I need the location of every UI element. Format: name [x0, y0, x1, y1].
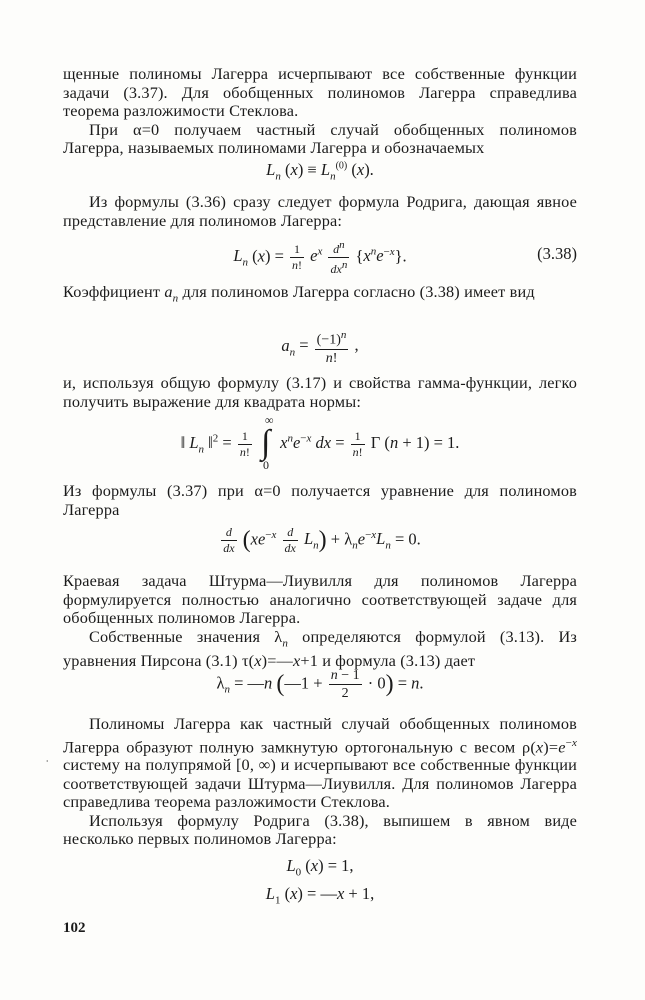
paragraph-9: Полиномы Лагерра как частный случай обобщенных полиномов Лагерра образуют полную замкнутую ортогональную с весом $\rho(x)=e^{-x}$ систему на полупрямой [0, ∞) и исчерпывают все собственные функции соответствующей задачи Штурма—Лиувилля. Для полиномов Лагерра справедлива теорема разложимости Стеклова. — [63, 714, 577, 812]
paragraph-3: Из формулы (3.36) сразу следует формула Родрига, дающая явное представление для полиномов Лагерра: — [63, 192, 577, 230]
paragraph-5: и, используя общую формулу (3.17) и свойства гамма-функции, легко получить выражение для квадрата нормы: — [63, 373, 577, 411]
paragraph-1: щенные полиномы Лагерра исчерпывают все собственные функции задачи (3.37). Для обобщенных полиномов Лагерра справедлива теорема разложимости Стеклова. — [63, 64, 577, 120]
equation-rodrigues: $L_n$ (x) = $\frac{1}{n!}$ $e^x$ $\frac{d^n}{dx^n}$ $\{x^ne^{-x}\}$. (3.38) — [233, 239, 577, 276]
text-block-rodrigues — [63, 193, 577, 230]
text-block-completeness — [63, 715, 577, 849]
equation-eigenvalues: $\lambda_n$ = —n (—1 + $\frac{n - 1}{2}$ · 0) = n. — [216, 668, 424, 701]
margin-mark: ˈ — [45, 757, 50, 772]
paragraph-8: Собственные значения $\lambda_n$ определяются формулой (3.13). Из уравнения Пирсона (3.1) τ(x)=—x+1 и формула (3.13) дает — [63, 626, 577, 671]
page-number: 102 — [63, 920, 86, 936]
equation-laguerre-definition: $L_n$ $(x) \equiv L_n^{(0)}$ (x). — [266, 160, 374, 183]
equation-coefficient: $a_n$ = $\frac{(-1)^n}{n!}$ , — [281, 329, 359, 366]
text-block-coefficient — [63, 283, 577, 308]
paragraph-4: Коэффициент $a_n$ для полиномов Лагерра согласно (3.38) имеет вид — [63, 282, 535, 305]
text-block-norm — [63, 374, 577, 411]
text-block-top — [63, 65, 577, 158]
equation-L1: $L_1$ (x) = —x + 1, — [265, 884, 375, 907]
equation-sturm-liouville: $\frac{d}{dx}$ ($xe^{-x}$ $\frac{d}{dx}$ $L_n) + \lambda_ne^{-x}L_n = 0$. — [223, 525, 421, 555]
paragraph-7: Краевая задача Штурма—Лиувилля для полиномов Лагерра формулируется полностью аналогично соответствующей задаче для обобщенных полиномов Лагерра. — [63, 571, 577, 627]
equation-norm: ‖ $L_n$ ‖$^2$ = $\frac{1}{n!}$ ∞ ∫ 0 $x^ne^{-x}$ dx = $\frac{1}{n!}$ Γ (n + 1) = 1. — [180, 413, 460, 472]
integral-sign: ∞ ∫ 0 — [260, 413, 274, 472]
paragraph-2: При α=0 получаем частный случай обобщенных полиномов Лагерра, называемых полиномами Лагерра и обозначаемых — [63, 119, 577, 157]
text-block-ode — [63, 482, 577, 519]
paragraph-6: Из формулы (3.37) при α=0 получается уравнение для полиномов Лагерра — [63, 481, 577, 519]
paragraph-10: Используя формулу Родрига (3.38), выпишем в явном виде несколько первых полиномов Лагерра: — [63, 810, 577, 849]
equation-L0: $L_0$ (x) = 1, — [286, 856, 354, 879]
equation-number: (3.38) — [537, 244, 577, 263]
text-block-boundary — [63, 572, 577, 671]
